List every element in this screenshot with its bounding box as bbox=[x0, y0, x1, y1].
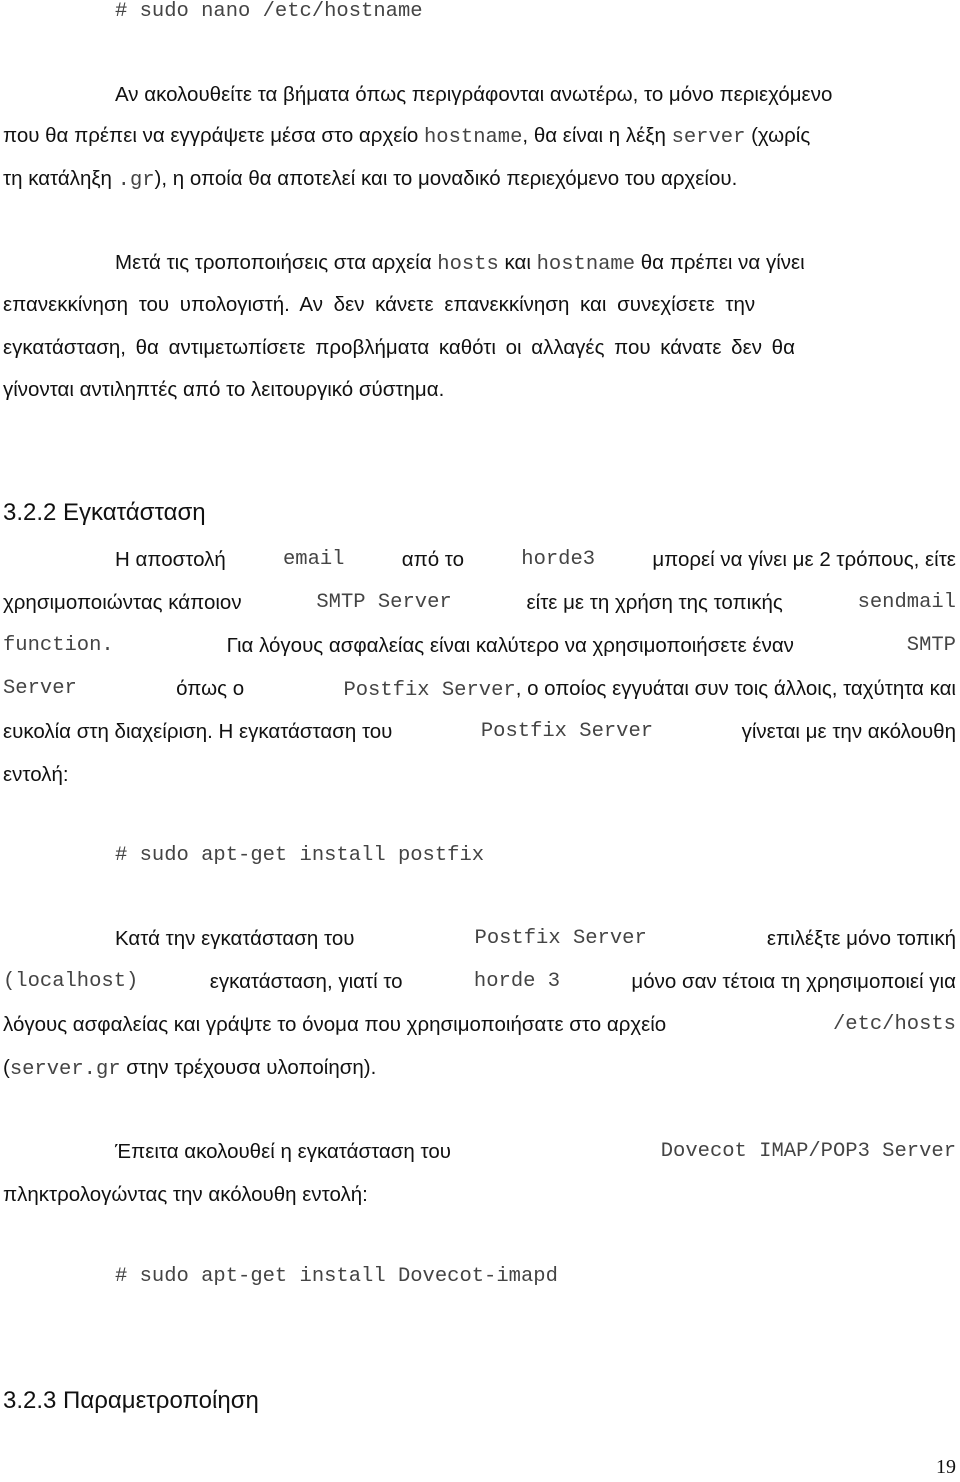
code-text: SMTP bbox=[906, 634, 956, 657]
command-line: # sudo nano /etc/hostname bbox=[115, 0, 423, 23]
paragraph-line bbox=[115, 248, 956, 278]
paragraph-line bbox=[3, 333, 956, 363]
code-text: server bbox=[671, 126, 746, 149]
paragraph-line bbox=[3, 967, 956, 997]
text: εγκατάσταση, θα αντιμετωπίσετε προβλήματα καθότι οι αλλαγές που κάνατε δεν θα bbox=[3, 336, 795, 359]
text: όπως ο bbox=[176, 677, 245, 700]
text: ευκολία στη διαχείριση. Η εγκατάσταση του bbox=[3, 720, 393, 743]
page-number: 19 bbox=[936, 1456, 956, 1478]
text: από το bbox=[401, 548, 465, 571]
paragraph-line bbox=[3, 375, 956, 405]
text: μπορεί να γίνει με 2 τρόπους, είτε bbox=[652, 548, 956, 571]
paragraph-line bbox=[3, 674, 956, 704]
text: Κατά την εγκατάσταση του bbox=[115, 927, 355, 950]
text: γίνεται με την ακόλουθη bbox=[741, 720, 956, 743]
text: εγκατάσταση, γιατί το bbox=[209, 970, 403, 993]
paragraph-line bbox=[3, 1180, 956, 1210]
code-text: hostname bbox=[424, 126, 523, 149]
code-text: server.gr bbox=[9, 1058, 121, 1081]
paragraph-line bbox=[115, 545, 956, 575]
text: που θα πρέπει να εγγράψετε μέσα στο αρχείο bbox=[3, 124, 419, 147]
code-text: SMTP Server bbox=[316, 591, 452, 614]
code-text: function. bbox=[3, 634, 114, 657]
paragraph-line bbox=[3, 631, 956, 661]
text: λόγους ασφαλείας και γράψτε το όνομα που χρησιμοποιήσατε στο αρχείο bbox=[3, 1013, 667, 1036]
paragraph-line bbox=[3, 290, 956, 320]
code-text: hostname bbox=[536, 253, 636, 276]
text: , θα είναι η λέξη bbox=[522, 124, 666, 147]
text: (χωρίς bbox=[751, 124, 811, 147]
paragraph-line bbox=[3, 1010, 956, 1040]
section-heading: 3.2.3 Παραμετροποίηση bbox=[3, 1387, 259, 1414]
text: γίνονται αντιληπτές από το λειτουργικό σύστημα. bbox=[3, 378, 445, 401]
text: και bbox=[504, 251, 531, 274]
paragraph-line bbox=[115, 1137, 956, 1167]
code-text: /etc/hosts bbox=[832, 1013, 956, 1036]
code-text: sendmail bbox=[857, 591, 956, 614]
paragraph-line bbox=[3, 164, 956, 194]
code-text: horde 3 bbox=[473, 970, 561, 993]
code-text: .gr bbox=[117, 169, 155, 192]
text: θα πρέπει να γίνει bbox=[640, 251, 805, 274]
text: πληκτρολογώντας την ακόλουθη εντολή: bbox=[3, 1183, 368, 1206]
text: Για λόγους ασφαλείας είναι καλύτερο να χρησιμοποιήσετε έναν bbox=[226, 634, 794, 657]
paragraph-line bbox=[3, 760, 956, 790]
paragraph-line bbox=[3, 717, 956, 747]
text: επανεκκίνηση του υπολογιστή. Αν δεν κάνετε επανεκκίνηση και συνεχίσετε την bbox=[3, 293, 756, 316]
text: είτε με τη χρήση της τοπικής bbox=[526, 591, 783, 614]
code-text: hosts bbox=[437, 253, 499, 276]
code-text: Postfix Server bbox=[474, 927, 647, 950]
text: ( bbox=[3, 1056, 10, 1079]
text: επιλέξτε μόνο τοπική bbox=[766, 927, 956, 950]
text: εντολή: bbox=[3, 763, 69, 786]
text: στην τρέχουσα υλοποίηση). bbox=[126, 1056, 377, 1079]
code-text: (localhost) bbox=[3, 970, 139, 993]
code-text: Dovecot IMAP/POP3 Server bbox=[660, 1140, 956, 1163]
section-heading: 3.2.2 Εγκατάσταση bbox=[3, 499, 206, 526]
paragraph-line bbox=[3, 121, 956, 151]
text: , ο οποίος εγγυάται συν τοις άλλοις, ταχύτητα και bbox=[515, 677, 956, 700]
code-text: email bbox=[282, 548, 345, 571]
paragraph-line bbox=[115, 80, 956, 110]
text: Αν ακολουθείτε τα βήματα όπως περιγράφονται ανωτέρω, το μόνο περιεχόμενο bbox=[115, 83, 833, 106]
command-line: # sudo apt-get install postfix bbox=[115, 844, 485, 867]
text: Η αποστολή bbox=[115, 548, 226, 571]
text: τη κατάληξη bbox=[3, 167, 112, 190]
text: ), η οποία θα αποτελεί και το μοναδικό περιεχόμενο του αρχείου. bbox=[154, 167, 738, 190]
paragraph-line bbox=[3, 588, 956, 618]
text: Μετά τις τροποποιήσεις στα αρχεία bbox=[115, 251, 432, 274]
paragraph-line bbox=[3, 1053, 956, 1083]
command-line: # sudo apt-get install Dovecot-imapd bbox=[115, 1265, 558, 1288]
code-text: Postfix Server bbox=[480, 720, 654, 743]
paragraph-line bbox=[115, 924, 956, 954]
text: Έπειτα ακολουθεί η εγκατάσταση του bbox=[115, 1140, 451, 1163]
text: μόνο σαν τέτοια τη χρησιμοποιεί για bbox=[631, 970, 956, 993]
text: χρησιμοποιώντας κάποιον bbox=[3, 591, 242, 614]
code-text: Postfix Server bbox=[343, 679, 516, 702]
code-text: Server bbox=[3, 677, 77, 700]
code-text: horde3 bbox=[521, 548, 596, 571]
